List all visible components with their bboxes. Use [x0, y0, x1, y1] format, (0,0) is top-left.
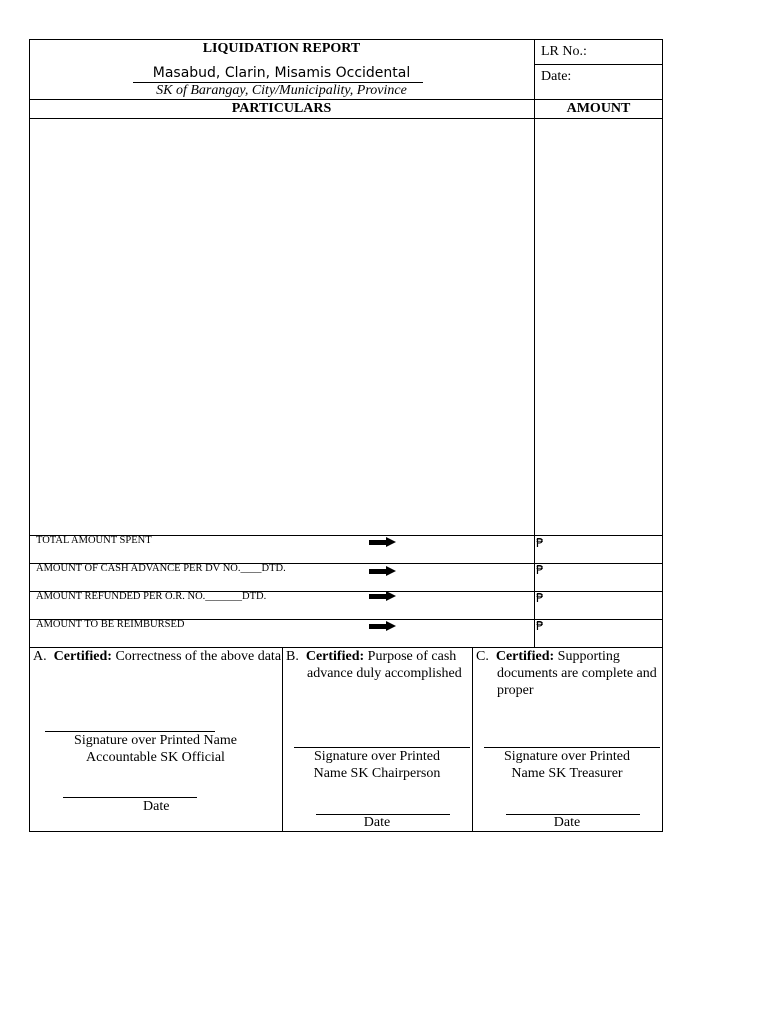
peso-sign: ₱ [536, 563, 544, 577]
particulars-entry-area[interactable] [30, 119, 534, 535]
reimbursed-label: AMOUNT TO BE REIMBURSED [36, 619, 185, 630]
lr-date-divider [534, 64, 663, 65]
peso-sign: ₱ [536, 536, 544, 550]
arrow-right-icon [369, 566, 397, 576]
arrow-right-icon [369, 621, 397, 631]
cash-advance-label: AMOUNT OF CASH ADVANCE PER DV NO.____DTD. [36, 563, 286, 574]
cert-c-text-2: documents are complete and [497, 666, 657, 681]
cert-a-letter: A. [33, 649, 47, 664]
cert-b-bold: Certified: [305, 649, 365, 664]
cert-c-text-3: proper [497, 683, 534, 698]
cert-b-signature-caption-2: Name SK Chairperson [313, 766, 441, 781]
location-caption: SK of Barangay, City/Municipality, Province [156, 83, 407, 98]
cert-a-bold: Certified: [53, 649, 112, 664]
particulars-header: PARTICULARS [231, 101, 332, 116]
amount-entry-area[interactable] [535, 119, 662, 535]
lr-date-label: Date: [541, 69, 572, 84]
lr-number-label: LR No.: [541, 44, 587, 59]
cert-a-date-label: Date [143, 799, 170, 814]
cert-a-signature-caption-1: Signature over Printed Name [74, 733, 237, 748]
cert-b-letter: B. [286, 649, 299, 664]
cert-divider-bc [472, 647, 473, 832]
cert-b-date-label: Date [363, 815, 391, 830]
cert-c-signature-caption-1: Signature over Printed [504, 749, 630, 764]
amount-refunded-label: AMOUNT REFUNDED PER O.R. NO._______DTD. [36, 591, 267, 602]
peso-sign: ₱ [536, 619, 544, 633]
cert-c-text-1: Supporting [557, 649, 620, 664]
total-spent-label: TOTAL AMOUNT SPENT [36, 535, 152, 546]
cert-b-signature-caption-1: Signature over Printed [314, 749, 440, 764]
cert-b-heading-line1 [286, 648, 471, 665]
cert-divider-ab [282, 647, 283, 832]
cert-b-text-1: Purpose of cash [367, 649, 457, 664]
location-value: Masabud, Clarin, Misamis Occidental [152, 65, 411, 81]
cert-c-bold: Certified: [495, 649, 555, 664]
peso-sign: ₱ [536, 591, 544, 605]
cert-c-letter: C. [476, 649, 489, 664]
report-title: LIQUIDATION REPORT [202, 41, 361, 56]
cert-a-signature-caption-2: Accountable SK Official [86, 750, 225, 765]
cert-a-heading [33, 648, 281, 665]
arrow-right-icon [369, 537, 397, 547]
cert-a-text: Correctness of the above data [115, 649, 282, 664]
cert-c-signature-caption-2: Name SK Treasurer [511, 766, 623, 781]
cert-c-date-label: Date [553, 815, 581, 830]
cert-c-heading-line1 [476, 648, 661, 665]
cert-b-text-2: advance duly accomplished [307, 666, 462, 681]
arrow-right-icon [369, 591, 397, 601]
amount-header: AMOUNT [566, 101, 631, 116]
